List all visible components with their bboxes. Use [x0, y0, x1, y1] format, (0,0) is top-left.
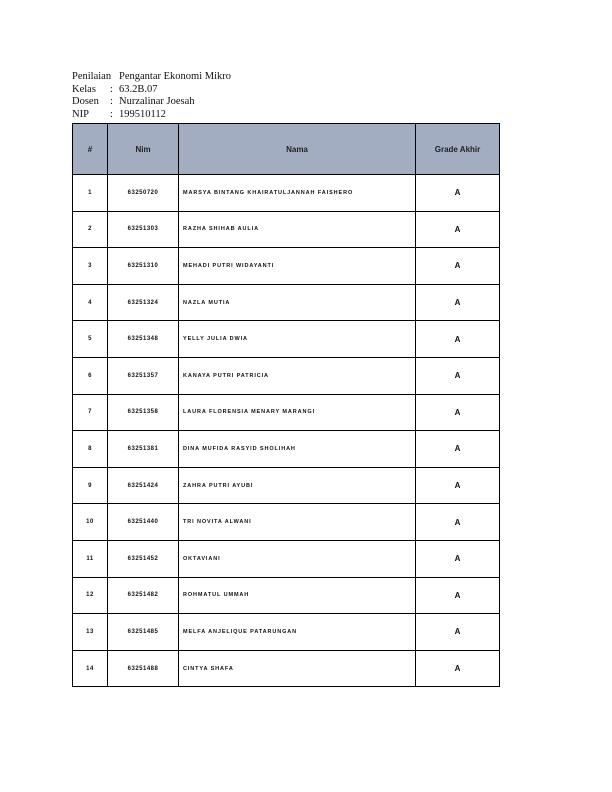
nip-value: 199510112 — [119, 108, 166, 120]
cell-grade: A — [416, 540, 500, 577]
cell-grade: A — [416, 284, 500, 321]
table-row — [73, 431, 500, 468]
table-row — [73, 394, 500, 431]
cell-grade: A — [416, 357, 500, 394]
cell-nama: ZAHRA PUTRI AYUBI — [179, 467, 416, 504]
table-row — [73, 357, 500, 394]
cell-nama: TRI NOVITA ALWANI — [179, 504, 416, 541]
table-row — [73, 650, 500, 687]
cell-number: 14 — [73, 650, 108, 687]
cell-nim: 63251303 — [108, 211, 179, 248]
cell-nim: 63251324 — [108, 284, 179, 321]
cell-grade: A — [416, 211, 500, 248]
cell-grade: A — [416, 577, 500, 614]
lecturer-label: Dosen — [72, 96, 99, 107]
table-row — [73, 504, 500, 541]
cell-nama: MELFA ANJELIQUE PATARUNGAN — [179, 614, 416, 651]
cell-number: 6 — [73, 357, 108, 394]
cell-number: 11 — [73, 540, 108, 577]
cell-nama: DINA MUFIDA RASYID SHOLIHAH — [179, 431, 416, 468]
nip-line — [72, 109, 231, 122]
cell-grade: A — [416, 504, 500, 541]
table-row — [73, 321, 500, 358]
cell-nim: 63251424 — [108, 467, 179, 504]
cell-number: 4 — [73, 284, 108, 321]
cell-nama: YELLY JULIA DWIA — [179, 321, 416, 358]
cell-grade: A — [416, 321, 500, 358]
cell-nama: MEHADI PUTRI WIDAYANTI — [179, 248, 416, 285]
table-row — [73, 211, 500, 248]
table-row — [73, 614, 500, 651]
cell-grade: A — [416, 175, 500, 212]
cell-number: 2 — [73, 211, 108, 248]
lecturer-separator: : — [110, 96, 113, 107]
cell-grade: A — [416, 650, 500, 687]
cell-nim: 63251381 — [108, 431, 179, 468]
lecturer-value: Nurzalinar Joesah — [119, 96, 195, 107]
cell-number: 9 — [73, 467, 108, 504]
cell-nama: NAZLA MUTIA — [179, 284, 416, 321]
cell-nim: 63251440 — [108, 504, 179, 541]
class-line — [72, 84, 231, 97]
cell-grade: A — [416, 467, 500, 504]
cell-nama: MARSYA BINTANG KHAIRATULJANNAH FAISHERO — [179, 175, 416, 212]
table-header-row — [73, 124, 500, 175]
cell-nim: 63251310 — [108, 248, 179, 285]
column-header-nim: Nim — [108, 124, 179, 175]
cell-number: 3 — [73, 248, 108, 285]
cell-grade: A — [416, 248, 500, 285]
class-value: 63.2B.07 — [119, 83, 158, 95]
cell-nama: RAZHA SHIHAB AULIA — [179, 211, 416, 248]
table-row — [73, 577, 500, 614]
table-row — [73, 467, 500, 504]
class-separator: : — [110, 83, 113, 95]
cell-nim: 63251488 — [108, 650, 179, 687]
cell-number: 12 — [73, 577, 108, 614]
cell-nama: KANAYA PUTRI PATRICIA — [179, 357, 416, 394]
column-header-nama: Nama — [179, 124, 416, 175]
grades-table — [72, 123, 500, 687]
document-header — [72, 71, 231, 121]
table-row — [73, 284, 500, 321]
course-line — [72, 71, 231, 84]
cell-number: 5 — [73, 321, 108, 358]
course-value: Pengantar Ekonomi Mikro — [119, 71, 231, 82]
table-row — [73, 248, 500, 285]
class-label: Kelas — [72, 83, 96, 95]
cell-grade: A — [416, 394, 500, 431]
table-row — [73, 175, 500, 212]
cell-nim: 63251358 — [108, 394, 179, 431]
nip-label: NIP — [72, 108, 89, 120]
cell-nama: CINTYA SHAFA — [179, 650, 416, 687]
cell-number: 7 — [73, 394, 108, 431]
cell-grade: A — [416, 614, 500, 651]
cell-nama: OKTAVIANI — [179, 540, 416, 577]
table-body — [73, 175, 500, 687]
cell-nim: 63251452 — [108, 540, 179, 577]
cell-nim: 63251348 — [108, 321, 179, 358]
cell-number: 10 — [73, 504, 108, 541]
column-header-number: # — [73, 124, 108, 175]
cell-number: 13 — [73, 614, 108, 651]
cell-nim: 63251485 — [108, 614, 179, 651]
cell-number: 8 — [73, 431, 108, 468]
cell-grade: A — [416, 431, 500, 468]
cell-nim: 63251357 — [108, 357, 179, 394]
lecturer-line — [72, 96, 231, 109]
cell-nama: LAURA FLORENSIA MENARY MARANGI — [179, 394, 416, 431]
nip-separator: : — [110, 108, 113, 120]
cell-nim: 63250720 — [108, 175, 179, 212]
column-header-grade: Grade Akhir — [416, 124, 500, 175]
cell-number: 1 — [73, 175, 108, 212]
cell-nim: 63251482 — [108, 577, 179, 614]
cell-nama: ROHMATUL UMMAH — [179, 577, 416, 614]
course-label: Penilaian — [72, 71, 112, 82]
table-row — [73, 540, 500, 577]
